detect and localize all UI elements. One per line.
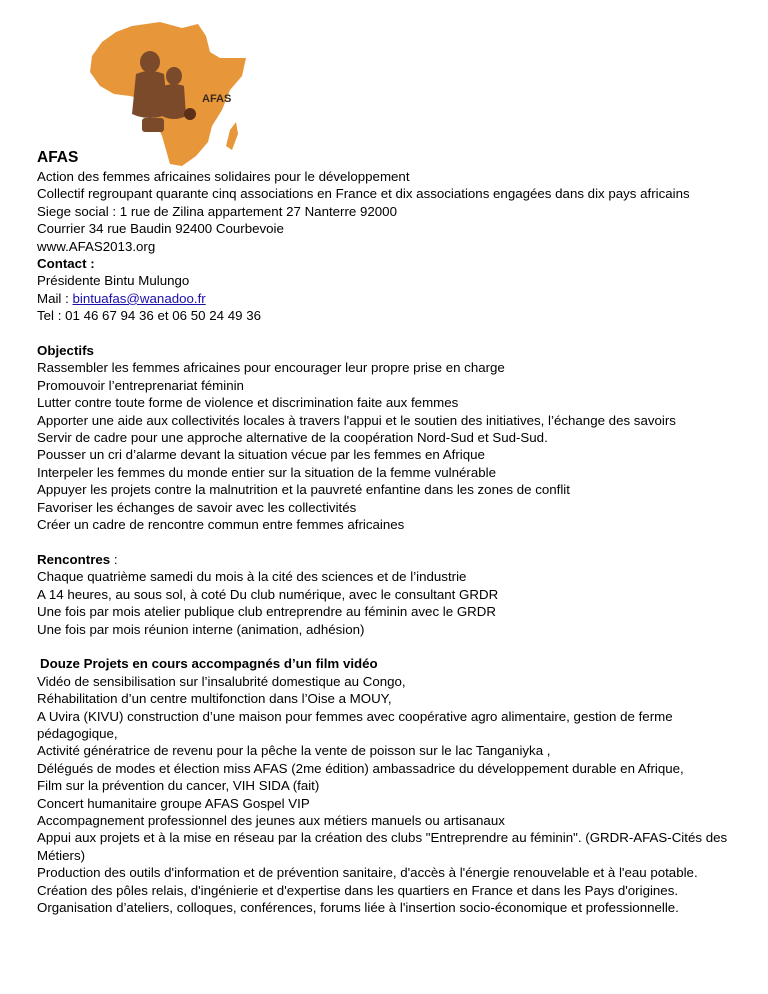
projet-item: A Uvira (KIVU) construction d’une maison pour femmes avec coopérative agro alimentaire, gestion de ferme pédagogique, [37,708,673,741]
objectif-item: Créer un cadre de rencontre commun entre femmes africaines [37,517,405,533]
objectifs-heading: Objectifs [37,343,94,359]
org-collective: Collectif regroupant quarante cinq associations en France et dix associations engagées dans dix pays africains [37,186,690,202]
objectif-item: Rassembler les femmes africaines pour encourager leur propre prise en charge [37,360,505,376]
spacer [37,325,747,342]
document-body [37,148,747,916]
contact-mail-label: Mail : [37,290,73,306]
org-courrier: Courrier 34 rue Baudin 92400 Courbevoie [37,221,284,237]
objectif-item: Favoriser les échanges de savoir avec les collectivités [37,499,357,515]
contact-mail-link[interactable]: bintuafas@wanadoo.fr [72,290,206,306]
org-website: www.AFAS2013.org [37,238,156,254]
rencontre-item: Une fois par mois atelier publique club entreprendre au féminin avec le GRDR [37,604,496,620]
logo-text: AFAS [202,93,232,105]
contact-heading: Contact : [37,256,95,272]
afas-africa-logo [70,18,260,168]
madagascar-shape [226,122,238,150]
contact-mail-line [37,290,747,307]
objectif-item: Lutter contre toute forme de violence et discrimination faite aux femmes [37,395,459,411]
projet-item: Création des pôles relais, d'ingénierie et d'expertise dans les quartiers en France et dans les Pays d'origines. [37,882,679,898]
org-title: AFAS [37,149,79,166]
projet-item: Production des outils d'information et de prévention sanitaire, d'accès à l'énergie renouvelable et à l'eau potable. [37,865,698,881]
objectif-item: Promouvoir l’entreprenariat féminin [37,377,244,393]
rencontres-heading-line [37,551,747,568]
spacer [37,638,747,655]
projet-item: Film sur la prévention du cancer, VIH SIDA (fait) [37,778,320,794]
rencontre-item: Une fois par mois réunion interne (animation, adhésion) [37,621,365,637]
spacer [37,534,747,551]
projet-item: Délégués de modes et élection miss AFAS (2me édition) ambassadrice du développement durable en Afrique, [37,760,684,776]
objectif-item: Servir de cadre pour une approche alternative de la coopération Nord-Sud et Sud-Sud. [37,430,548,446]
rencontre-item: A 14 heures, au sous sol, à coté Du club numérique, avec le consultant GRDR [37,586,499,602]
objectif-item: Apporter une aide aux collectivités locales à travers l'appui et le soutien des initiatives, l’échange des savoirs [37,412,676,428]
projet-item: Accompagnement professionnel des jeunes aux métiers manuels ou artisanaux [37,812,505,828]
org-full-name: Action des femmes africaines solidaires pour le développement [37,169,410,184]
rencontre-item: Chaque quatrième samedi du mois à la cité des sciences et de l’industrie [37,569,467,585]
objectif-item: Interpeler les femmes du monde entier sur la situation de la femme vulnérable [37,464,496,480]
org-siege: Siege social : 1 rue de Zilina appartement 27 Nanterre 92000 [37,203,397,219]
contact-tel: Tel : 01 46 67 94 36 et 06 50 24 49 36 [37,308,262,324]
projet-item: Organisation d’ateliers, colloques, conférences, forums liée à l'insertion socio-économique et professionnelle. [37,900,679,916]
projet-item: Concert humanitaire groupe AFAS Gospel VIP [37,795,310,811]
projet-item: Réhabilitation d’un centre multifonction dans l’Oise a MOUY, [37,691,392,707]
objectif-item: Appuyer les projets contre la malnutrition et la pauvreté enfantine dans les zones de conflit [37,482,570,498]
projet-item: Activité génératrice de revenu pour la pêche la vente de poisson sur le lac Tanganiyka , [37,743,551,759]
rencontres-heading-suffix: : [110,551,118,567]
rencontres-heading: Rencontres [37,551,111,567]
projet-item: Vidéo de sensibilisation sur l’insalubrité domestique au Congo, [37,673,406,689]
projet-item: Appui aux projets et à la mise en réseau par la création des clubs "Entreprendre au féminin". (GRDR-AFAS-Cités des Métiers) [37,830,728,863]
contact-president: Présidente Bintu Mulungo [37,273,190,289]
objectif-item: Pousser un cri d’alarme devant la situation vécue par les femmes en Afrique [37,447,485,463]
projets-heading: Douze Projets en cours accompagnés d’un film vidéo [40,656,378,672]
